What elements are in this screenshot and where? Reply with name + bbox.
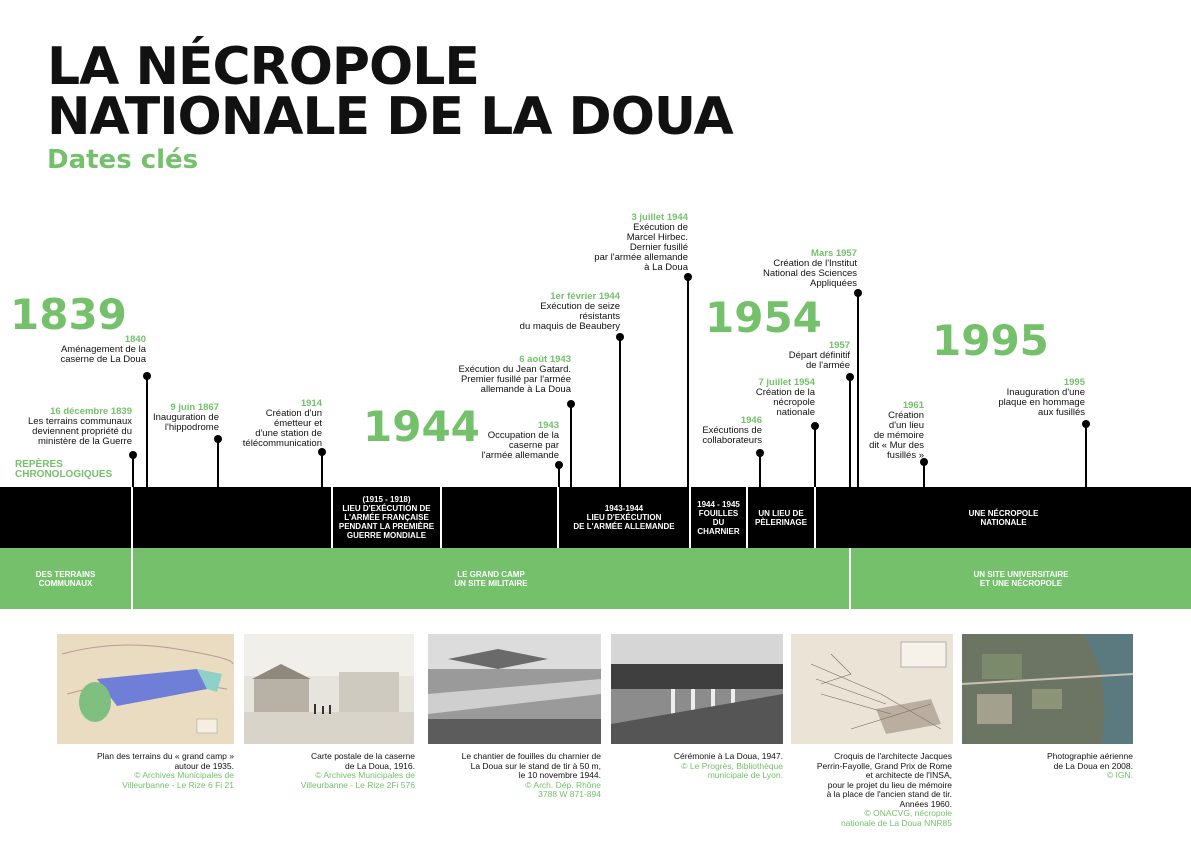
- timeline-dot: [756, 449, 764, 457]
- caption-postcard: Carte postale de la caserne de La Doua, 1916. © Archives Municipales de Villeurbanne - Le Rize 2Fi 576: [300, 751, 415, 790]
- event-1957: 1957 Départ définitif de l'armée: [788, 340, 850, 371]
- timeline-stem: [759, 453, 761, 487]
- timeline-stem: [814, 426, 816, 487]
- big-year-1839: 1839: [10, 290, 127, 339]
- page-title: [47, 37, 733, 147]
- timeline-stem: [132, 455, 134, 487]
- era-terrains-communaux: DES TERRAINS COMMUNAUX: [35, 569, 96, 588]
- aerial-image: [962, 634, 1133, 744]
- timeline-dot: [143, 372, 151, 380]
- period-1944-1945: 1944 - 1945 FOUILLES DU CHARNIER: [697, 499, 740, 536]
- event-1867: 9 juin 1867 Inauguration de l'hippodrome: [152, 402, 219, 433]
- ceremony-image: [611, 634, 783, 744]
- timeline-stem: [849, 377, 851, 487]
- timeline-dot: [1082, 420, 1090, 428]
- caption-aerial: Photographie aérienne de La Doua en 2008. © IGN.: [1046, 751, 1133, 780]
- caption-plan: Plan des terrains du « grand camp » autour de 1935. © Archives Municipales de Villeurbanne - Le Rize 6 Fi 21: [96, 751, 234, 790]
- excavation-image: [428, 634, 601, 744]
- event-1914: 1914 Création d'un émetteur et d'une station de télécommunication: [242, 398, 322, 449]
- event-mars-1957: Mars 1957 Création de l'Institut National des Sciences Appliquées: [763, 248, 857, 289]
- caption-ceremony: Cérémonie à La Doua, 1947. © Le Progrès, Bibliothèque municipale de Lyon.: [673, 751, 783, 780]
- separator: [440, 487, 442, 548]
- period-pelerinage: UN LIEU DE PÈLERINAGE: [754, 508, 807, 527]
- period-1943-1944: 1943-1944 LIEU D'EXÉCUTION DE L'ARMÉE ALLEMANDE: [573, 504, 675, 531]
- caption-excavation: Le chantier de fouilles du charnier de La Doua sur le stand de tir à 50 m, le 10 novembre 1944. © Arch. Dép. Rhône 3788 W 871-894: [461, 751, 601, 799]
- event-1961: 1961 Création d'un lieu de mémoire dit « Mur des fusillés »: [869, 400, 924, 461]
- sketch-image: [791, 634, 953, 744]
- timeline-stem: [1085, 424, 1087, 487]
- timeline-dot: [318, 448, 326, 456]
- timeline-stem: [619, 337, 621, 487]
- event-juillet-1944: 3 juillet 1944 Exécution de Marcel Hirbec. Dernier fusillé par l'armée allemande à La Doua: [594, 212, 688, 273]
- era-site-universitaire: UN SITE UNIVERSITAIRE ET UNE NÉCROPOLE: [973, 569, 1069, 588]
- event-aout-1943: 6 août 1943 Exécution du Jean Gatard. Premier fusillé par l'armée allemande à La Doua: [458, 354, 571, 395]
- timeline-stem: [857, 293, 859, 487]
- timeline-dot: [129, 451, 137, 459]
- timeline-stem: [146, 376, 148, 487]
- map-plan-image: [57, 634, 234, 744]
- era-grand-camp: LE GRAND CAMP UN SITE MILITAIRE: [454, 569, 528, 588]
- timeline-dot: [846, 373, 854, 381]
- timeline-dot: [811, 422, 819, 430]
- caption-sketch: Croquis de l'architecte Jacques Perrin-Fayolle, Grand Prix de Rome et architecte de l'INSA, pour le projet du lieu de mémoire à la place de l'ancien stand de tir. Années 1960. © ONACVG, nécropole nationale de La Doua NNR85: [816, 751, 952, 828]
- title-line-2: NATIONALE DE LA DOUA: [47, 87, 733, 147]
- event-1840: 1840 Aménagement de la caserne de La Doua: [60, 334, 146, 365]
- timeline-dot: [684, 273, 692, 281]
- event-fevrier-1944: 1er février 1944 Exécution de seize résistants du maquis de Beaubery: [519, 291, 620, 332]
- timeline-dot: [555, 461, 563, 469]
- title-line-1: LA NÉCROPOLE: [47, 37, 479, 97]
- event-1946: 1946 Exécutions de collaborateurs: [702, 415, 762, 446]
- period-1915-1918: (1915 - 1918) LIEU D'EXÉCUTION DE L'ARMÉE FRANÇAISE PENDANT LA PREMIÈRE GUERRE MONDIALE: [338, 495, 435, 540]
- event-1995: 1995 Inauguration d'une plaque en hommage aux fusillés: [998, 377, 1085, 418]
- separator: [131, 487, 133, 548]
- timeline-stem: [687, 277, 689, 487]
- timeline-stem: [570, 404, 572, 487]
- timeline-dot: [616, 333, 624, 341]
- period-necropole: UNE NÉCROPOLE NATIONALE: [968, 508, 1039, 527]
- event-1943: 1943 Occupation de la caserne par l'armée allemande: [481, 420, 559, 461]
- timeline-dot: [854, 289, 862, 297]
- timeline-stem: [217, 439, 219, 487]
- timeline-dot: [214, 435, 222, 443]
- event-juillet-1954: 7 juillet 1954 Création de la nécropole nationale: [755, 377, 815, 418]
- period-bar: [0, 487, 1191, 548]
- big-year-1954: 1954: [705, 293, 822, 342]
- timeline-dot: [567, 400, 575, 408]
- event-1839: 16 décembre 1839 Les terrains communaux deviennent propriété du ministère de la Guerre: [27, 406, 132, 447]
- big-year-1944: 1944: [363, 402, 480, 451]
- reperes-label: REPÈRES CHRONOLOGIQUES: [15, 459, 113, 480]
- era-bar: [0, 548, 1191, 609]
- page-subtitle: Dates clés: [47, 145, 199, 175]
- big-year-1995: 1995: [932, 316, 1049, 365]
- timeline-stem: [321, 452, 323, 487]
- postcard-image: [244, 634, 414, 744]
